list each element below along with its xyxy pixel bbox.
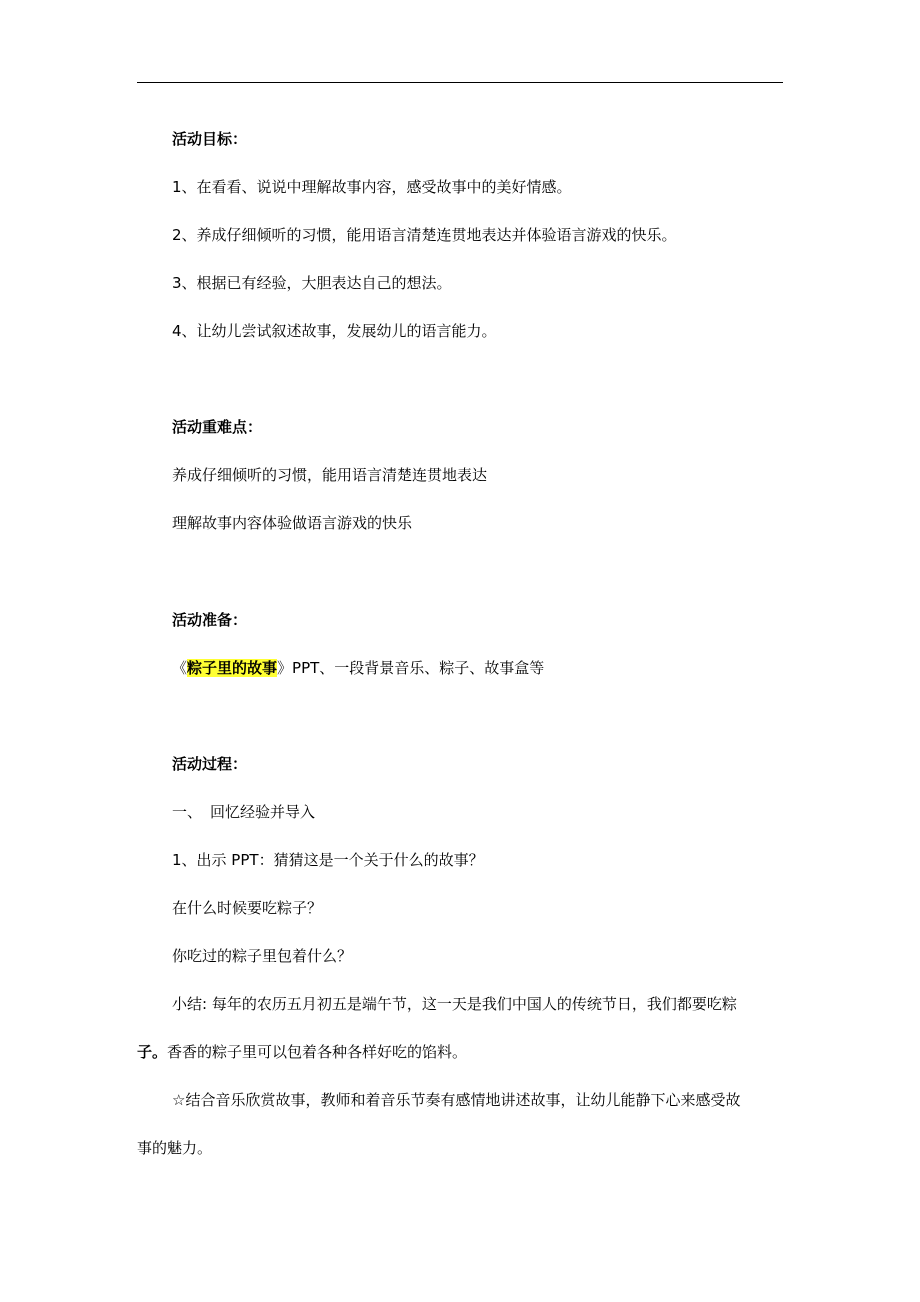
goal-item-2: 2、养成仔细倾听的习惯，能用语言清楚连贯地表达并体验语言游戏的快乐。 <box>172 226 677 244</box>
star-line-1: ☆结合音乐欣赏故事，教师和着音乐节奏有感情地讲述故事，让幼儿能静下心来感受故 <box>172 1091 741 1109</box>
goals-heading: 活动目标： <box>172 130 248 148</box>
summary-line-2-bold: 子。 <box>137 1043 168 1061</box>
section-one-title: 回忆经验并导入 <box>210 803 316 821</box>
star-line-2: 事的魅力。 <box>137 1139 213 1157</box>
key-point-2: 理解故事内容体验做语言游戏的快乐 <box>172 514 413 532</box>
key-points-heading: 活动重难点： <box>172 418 263 436</box>
summary-line-2 <box>137 1042 467 1062</box>
question-1: 1、出示 PPT：猜猜这是一个关于什么的故事？ <box>172 851 484 869</box>
preparation-line <box>172 658 544 678</box>
goal-item-4: 4、让幼儿尝试叙述故事，发展幼儿的语言能力。 <box>172 322 497 340</box>
summary-line-2-rest: 香香的粽子里可以包着各种各样好吃的馅料。 <box>167 1043 468 1061</box>
key-point-1: 养成仔细倾听的习惯，能用语言清楚连贯地表达 <box>172 466 488 484</box>
process-heading: 活动过程： <box>172 755 248 773</box>
question-3: 你吃过的粽子里包着什么？ <box>172 947 353 965</box>
preparation-materials: 》PPT、一段背景音乐、粽子、故事盒等 <box>277 659 545 677</box>
preparation-heading: 活动准备： <box>172 611 248 629</box>
goal-item-1: 1、在看看、说说中理解故事内容，感受故事中的美好情感。 <box>172 178 572 196</box>
section-one <box>172 802 315 822</box>
open-bracket: 《 <box>172 659 188 677</box>
story-title-highlight: 粽子里的故事 <box>187 659 278 677</box>
goal-item-3: 3、根据已有经验，大胆表达自己的想法。 <box>172 274 452 292</box>
section-one-number: 一、 <box>172 803 203 821</box>
header-rule <box>137 82 783 83</box>
summary-line-1: 小结: 每年的农历五月初五是端午节，这一天是我们中国人的传统节日，我们都要吃粽 <box>172 995 737 1013</box>
question-2: 在什么时候要吃粽子？ <box>172 899 323 917</box>
